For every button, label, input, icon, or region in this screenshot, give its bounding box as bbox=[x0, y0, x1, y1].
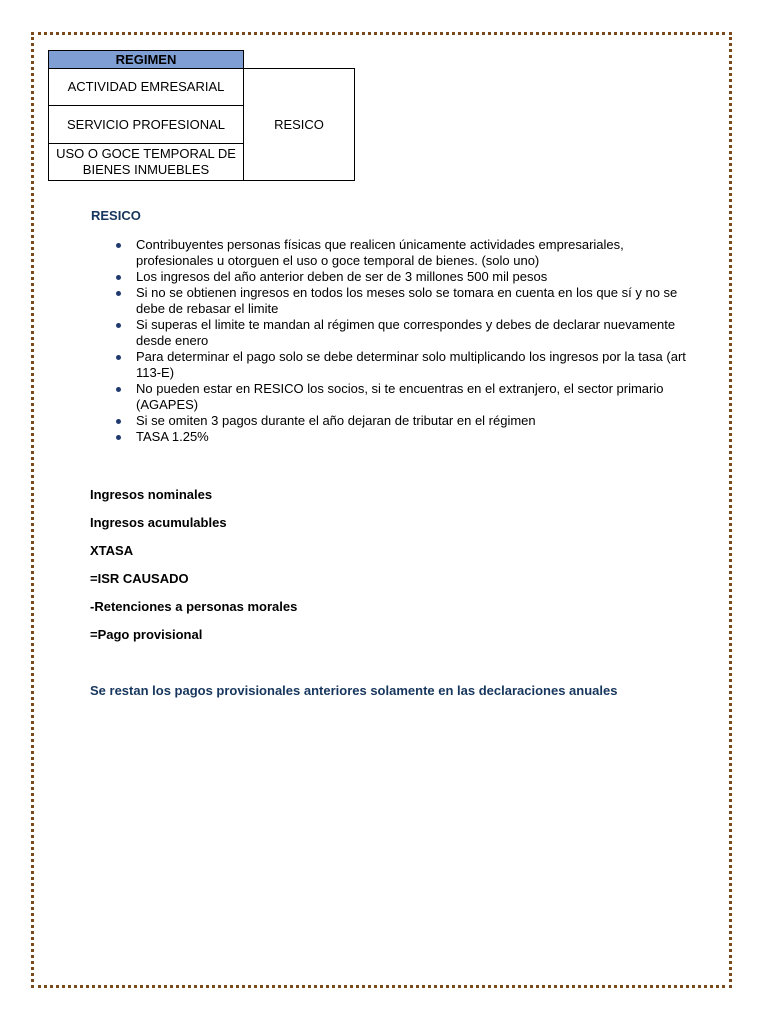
formula-line: =ISR CAUSADO bbox=[90, 571, 189, 586]
list-item: Si no se obtienen ingresos en todos los meses solo se tomara en cuenta en los que sí y no se debe de rebasar el limite bbox=[136, 285, 696, 317]
formula-line: -Retenciones a personas morales bbox=[90, 599, 298, 614]
list-item: TASA 1.25% bbox=[136, 429, 696, 445]
bullet-list bbox=[114, 237, 696, 445]
table-cell-actividad: ACTIVIDAD EMRESARIAL bbox=[49, 69, 244, 106]
table-header-empty bbox=[244, 51, 355, 69]
regimen-table bbox=[48, 50, 355, 181]
note-text: Se restan los pagos provisionales anteriores solamente en las declaraciones anuales bbox=[90, 683, 618, 698]
formula-line: Ingresos nominales bbox=[90, 487, 213, 502]
table-header: REGIMEN bbox=[49, 51, 244, 69]
list-item: Si se omiten 3 pagos durante el año dejaran de tributar en el régimen bbox=[136, 413, 696, 429]
list-item: Para determinar el pago solo se debe determinar solo multiplicando los ingresos por la tasa (art 113-E) bbox=[136, 349, 696, 381]
formula-line: =Pago provisional bbox=[90, 627, 203, 642]
table-cell-regime: RESICO bbox=[244, 69, 355, 181]
table-cell-servicio: SERVICIO PROFESIONAL bbox=[49, 106, 244, 144]
list-item: Si superas el limite te mandan al régimen que correspondes y debes de declarar nuevamente desde enero bbox=[136, 317, 696, 349]
section-title: RESICO bbox=[91, 208, 141, 223]
table-cell-uso: USO O GOCE TEMPORAL DE BIENES INMUEBLES bbox=[49, 144, 244, 181]
formula-line: XTASA bbox=[90, 543, 134, 558]
list-item: Contribuyentes personas físicas que realicen únicamente actividades empresariales, profesionales u otorguen el uso o goce temporal de bienes. (solo uno) bbox=[136, 237, 696, 269]
formula-line: Ingresos acumulables bbox=[90, 515, 227, 530]
list-item: Los ingresos del año anterior deben de ser de 3 millones 500 mil pesos bbox=[136, 269, 696, 285]
list-item: No pueden estar en RESICO los socios, si te encuentras en el extranjero, el sector primario (AGAPES) bbox=[136, 381, 696, 413]
